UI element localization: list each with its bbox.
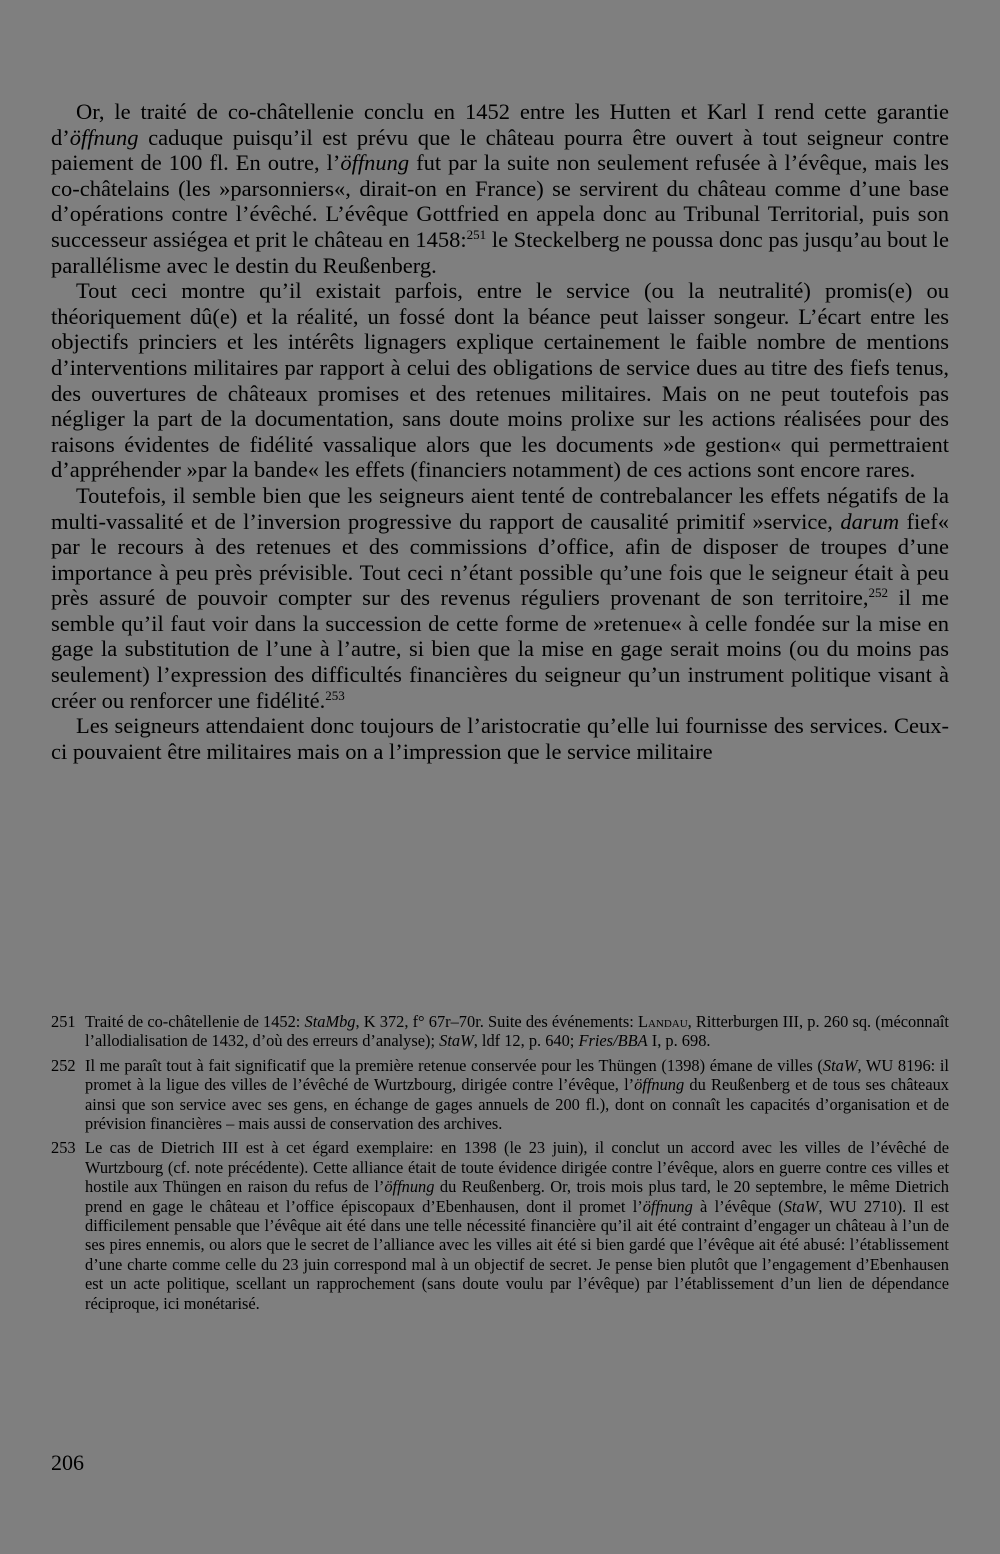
footnote-text [85,1138,949,1312]
footnote-number: 251 [51,1012,76,1031]
italic-text: StaW [783,1196,819,1216]
text-run: , K 372, f° 67r–70r. Suite des événements: [355,1012,638,1031]
text-run: Le cas de Dietrich III est à cet égard exemplaire: en 1398 (le 23 juin), il conclut un accord avec les villes de l’évêché de Wurtzbourg (cf. note précédente). Cette alliance était de toute évidence dirigée contre l’évêque, alors en guerre contre ces villes et hostile aux Thüngen en raison du refus de l’ [85,1138,949,1197]
main-text [51,99,949,764]
text-run: du Reußenberg. Or, trois mois plus tard, le 20 septembre, le même Dietrich prend en gage le château et l’office épiscopaux d’Ebenhausen, dont il promet l’ [85,1177,949,1216]
footnote-text [85,1056,949,1133]
footnote-number: 252 [51,1055,76,1075]
text-run: , WU 2710). Il est difficilement pensable que l’évêque ait été dans une telle nécessité financière qu’il ait été contraint d’engager un château à l’un de ses pires ennemis, ou alors que le secret de l’alliance avec les villes ait été si bien gardé que l’évêque ait été abusé: l’établissement d’une charte comme celle du 23 juin correspond mal à un objectif de secret. Je pense bien plutôt que l’engagement d’Ebenhausen est un acte politique, scellant un rapprochement (sans doute voulu par l’évêque) par l’établissement d’un lien de dépendance réciproque, ici monétarisé. [85,1196,949,1313]
italic-text: StaMbg [304,1012,356,1031]
italic-text: öffnung [340,150,410,176]
page-number: 206 [51,1450,84,1475]
italic-text: öffnung [642,1196,693,1216]
text-run: il me semble qu’il faut voir dans la succession de cette forme de »retenue« à celle fondée sur la mise en gage la substitution de l’une à l’autre, si bien que la mise en gage serait moins (ou du moins pas seulement) l’expression des difficultés financières du seigneur qu’un instrument politique visant à créer ou renforcer une fidélité. [51,585,949,713]
text-run: du Reußenberg et de tous ses châteaux ainsi que son service avec ses gens, en échange de gages annuels de 200 fl.), dont on connaît les capacités d’organisation et de prévision financières – mais aussi de conservation des archives. [85,1075,949,1134]
paragraph [51,278,949,483]
footnotes [51,1012,949,1318]
text-run: Or, le traité de co-châtellenie conclu en 1452 entre les Hutten et Karl I rend cette garantie d’ [51,99,949,150]
text-run: Les seigneurs attendaient donc toujours de l’aristocratie qu’elle lui fournisse des services. Ceux-ci pouvaient être militaires mais on a l’impression que le service militaire [51,713,949,764]
italic-text: StaW [822,1055,858,1075]
footnote-number: 253 [51,1138,76,1158]
text-run: caduque puisqu’il est prévu que le château pourra être ouvert à tout seigneur contre paiement de 100 fl. En outre, l’ [51,124,949,176]
italic-text: darum [840,508,900,534]
footnote [51,1056,949,1134]
text-run: Tout ceci montre qu’il existait parfois, entre le service (ou la neutralité) promis(e) ou théoriquement dû(e) et la réalité, un fossé dont la béance peut laisser songeur. L’écart entre les objectifs princiers et les intérêts lignagers explique certainement le faible nombre de mentions d’interventions militaires par rapport à celui des obligations de service dues au titre des fiefs tenus, des ouvertures de châteaux promises et des retenues militaires. Mais on ne peut toutefois pas négliger la part de la documentation, sans doute moins prolixe sur les actions réalisées pour des raisons évidentes de fidélité vassalique alors que les documents »de gestion« qui permettraient d’appréhender »par la bande« les effets (financiers notamment) de ces actions sont encore rares. [51,278,949,483]
text-run: , ldf 12, p. 640; [473,1031,579,1051]
paragraph [51,713,949,764]
italic-text: öffnung [634,1075,685,1095]
paragraph [51,483,949,713]
text-run: à l’évêque ( [692,1196,784,1216]
italic-text: öffnung [384,1177,435,1197]
footnote-text [85,1012,949,1050]
footnote-reference: 251 [466,227,487,243]
italic-text: StaW [439,1031,474,1051]
text-run: le Steckelberg ne poussa donc pas jusqu’au bout le parallélisme avec le destin du Reußenberg. [51,226,949,278]
small-caps-text: Landau [637,1012,688,1031]
text-run: Traité de co-châtellenie de 1452: [85,1012,305,1031]
italic-text: öffnung [69,124,139,150]
text-run: fief« par le recours à des retenues et des commissions d’office, afin de disposer de troupes d’une importance à peu près prévisible. Tout ceci n’étant possible qu’une fois que le seigneur était à peu près assuré de pouvoir compter sur des revenus réguliers provenant de son territoire, [51,508,949,611]
footnote [51,1138,949,1313]
text-run: I, p. 698. [647,1031,711,1051]
italic-text: Fries/BBA [578,1031,648,1051]
paragraph [51,99,949,278]
footnote [51,1012,949,1051]
text-run: Toutefois, il semble bien que les seigneurs aient tenté de contrebalancer les effets négatifs de la multi-vassalité et de l’inversion progressive du rapport de causalité primitif »service, [51,482,949,534]
text-run: fut par la suite non seulement refusée à l’évêque, mais les co-châtelains (les »parsonniers«, dirait-on en France) se servirent du château comme d’une base d’opérations contre l’évêché. L’évêque Gottfried en appela donc au Tribunal Territorial, puis son successeur assiégea et prit le château en 1458: [51,150,949,252]
footnote-reference: 253 [325,687,345,703]
footnote-reference: 252 [868,585,889,601]
text-run: , WU 8196: il promet à la ligue des villes de l’évêché de Wurtzbourg, dirigée contre l’évêque, l’ [85,1055,949,1095]
text-run: Il me paraît tout à fait significatif que la première retenue conservée pour les Thüngen (1398) émane de villes ( [85,1055,823,1075]
text-run: , Ritterburgen III, p. 260 sq. (méconnaît l’allodialisation de 1432, d’où des erreurs d’analyse); [85,1012,949,1051]
